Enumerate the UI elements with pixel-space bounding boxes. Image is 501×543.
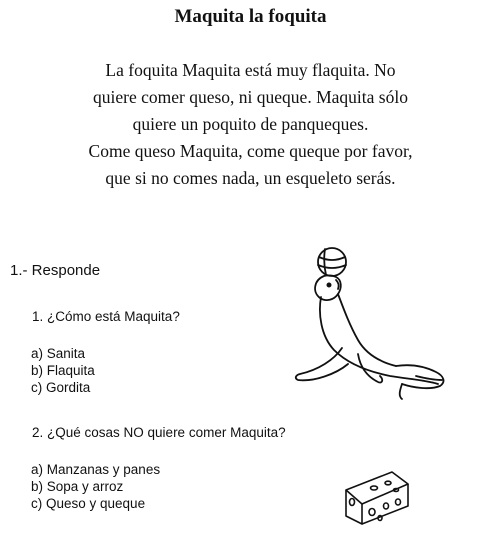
question-1-options [31,345,95,396]
option-c: c) Queso y queque [31,496,146,511]
story-line: quiere comer queso, ni queque. Maquita sólo [93,87,408,107]
story-line: que si no comes nada, un esqueleto serás. [105,168,396,188]
story-text [0,57,501,192]
section-heading: 1.- Responde [10,262,101,279]
option-a: a) Sanita [31,346,86,361]
cheese-icon [340,466,412,526]
question-2-options [31,461,160,512]
option-b: b) Flaquita [31,363,95,378]
question-1: 1. ¿Cómo está Maquita? [32,309,180,324]
story-line: Come queso Maquita, come queque por favor, [88,141,413,161]
page-title: Maquita la foquita [174,6,327,27]
option-a: a) Manzanas y panes [31,462,161,477]
option-b: b) Sopa y arroz [31,479,124,494]
option-c: c) Gordita [31,380,91,395]
question-2: 2. ¿Qué cosas NO quiere comer Maquita? [32,425,286,440]
seal-icon [288,244,453,404]
story-line: quiere un poquito de panqueques. [132,114,369,134]
story-line: La foquita Maquita está muy flaquita. No [105,60,396,80]
